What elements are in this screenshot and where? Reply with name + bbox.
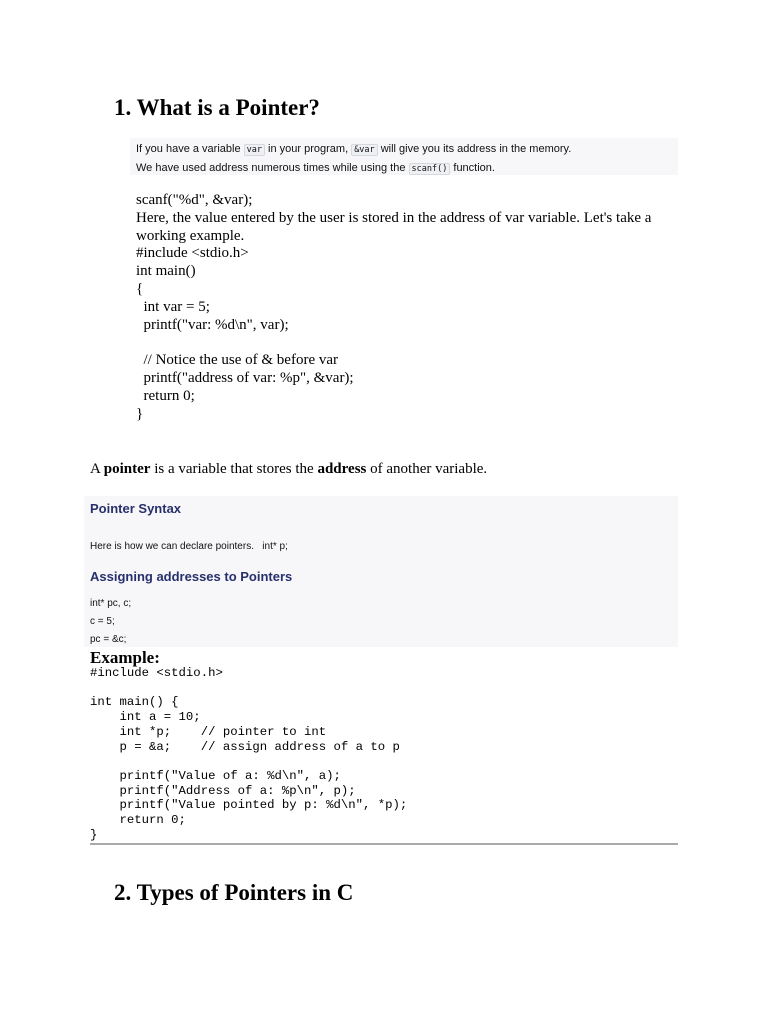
assigning-addresses-heading: Assigning addresses to Pointers (90, 569, 293, 584)
example-label: Example: (90, 648, 160, 667)
note-line (136, 142, 571, 157)
section-title-types-of-pointers: 2. Types of Pointers in C (114, 880, 354, 905)
intro-bold: address (317, 461, 367, 477)
note-text: will give you its address in the memory. (377, 143, 572, 155)
syntax-text: Here is how we can declare pointers. int* p; (90, 541, 288, 552)
inline-code: &var (351, 144, 377, 156)
syntax-box (84, 496, 678, 647)
intro-bold: pointer (103, 461, 151, 477)
code-line: scanf("%d", &var); (136, 192, 253, 208)
intro-text: A (90, 461, 104, 477)
note-text: If you have a variable (136, 143, 244, 155)
note-text: We have used address numerous times while using the (136, 162, 409, 174)
note-text: function. (450, 162, 495, 174)
intro-text: of another variable. (366, 461, 488, 477)
code-line: #include <stdio.h> (136, 245, 249, 262)
syntax-code-line: pc = &c; (90, 634, 127, 645)
horizontal-rule (90, 843, 678, 845)
syntax-code-line: c = 5; (90, 616, 115, 627)
code-line: { (136, 280, 144, 297)
explanation-text: Here, the value entered by the user is stored in the address of var variable. Let's take a working example. (136, 209, 652, 244)
inline-code: var (244, 144, 265, 156)
code-line: } (136, 405, 144, 422)
syntax-code-line: int* pc, c; (90, 598, 132, 609)
note-line (136, 161, 495, 176)
code-line: printf("var: %d\n", var); (136, 316, 289, 333)
code-line: return 0; (136, 387, 195, 404)
section-title-what-is-pointer: 1. What is a Pointer? (114, 95, 320, 120)
pointer-definition (90, 460, 487, 478)
code-line: int var = 5; (136, 298, 210, 315)
code-line: printf("address of var: %p", &var); (136, 369, 354, 386)
intro-text: is a variable that stores the (150, 461, 318, 477)
example-code-block: #include <stdio.h> int main() { int a = 10; int *p; // pointer to int p = &a; // assign address of a to p printf("Value of a: %d\n", a); printf("Address of a: %p\n", p); printf("Value pointed by p: %d\n", *p); return 0; } (90, 666, 408, 842)
note-box (130, 138, 678, 175)
plain-code-block (136, 192, 666, 423)
code-line: // Notice the use of & before var (136, 352, 339, 369)
note-text: in your program, (264, 143, 352, 155)
inline-code: scanf() (409, 163, 451, 175)
pointer-syntax-heading: Pointer Syntax (90, 501, 182, 516)
blank-line (136, 334, 666, 352)
code-line: int main() (136, 263, 196, 280)
